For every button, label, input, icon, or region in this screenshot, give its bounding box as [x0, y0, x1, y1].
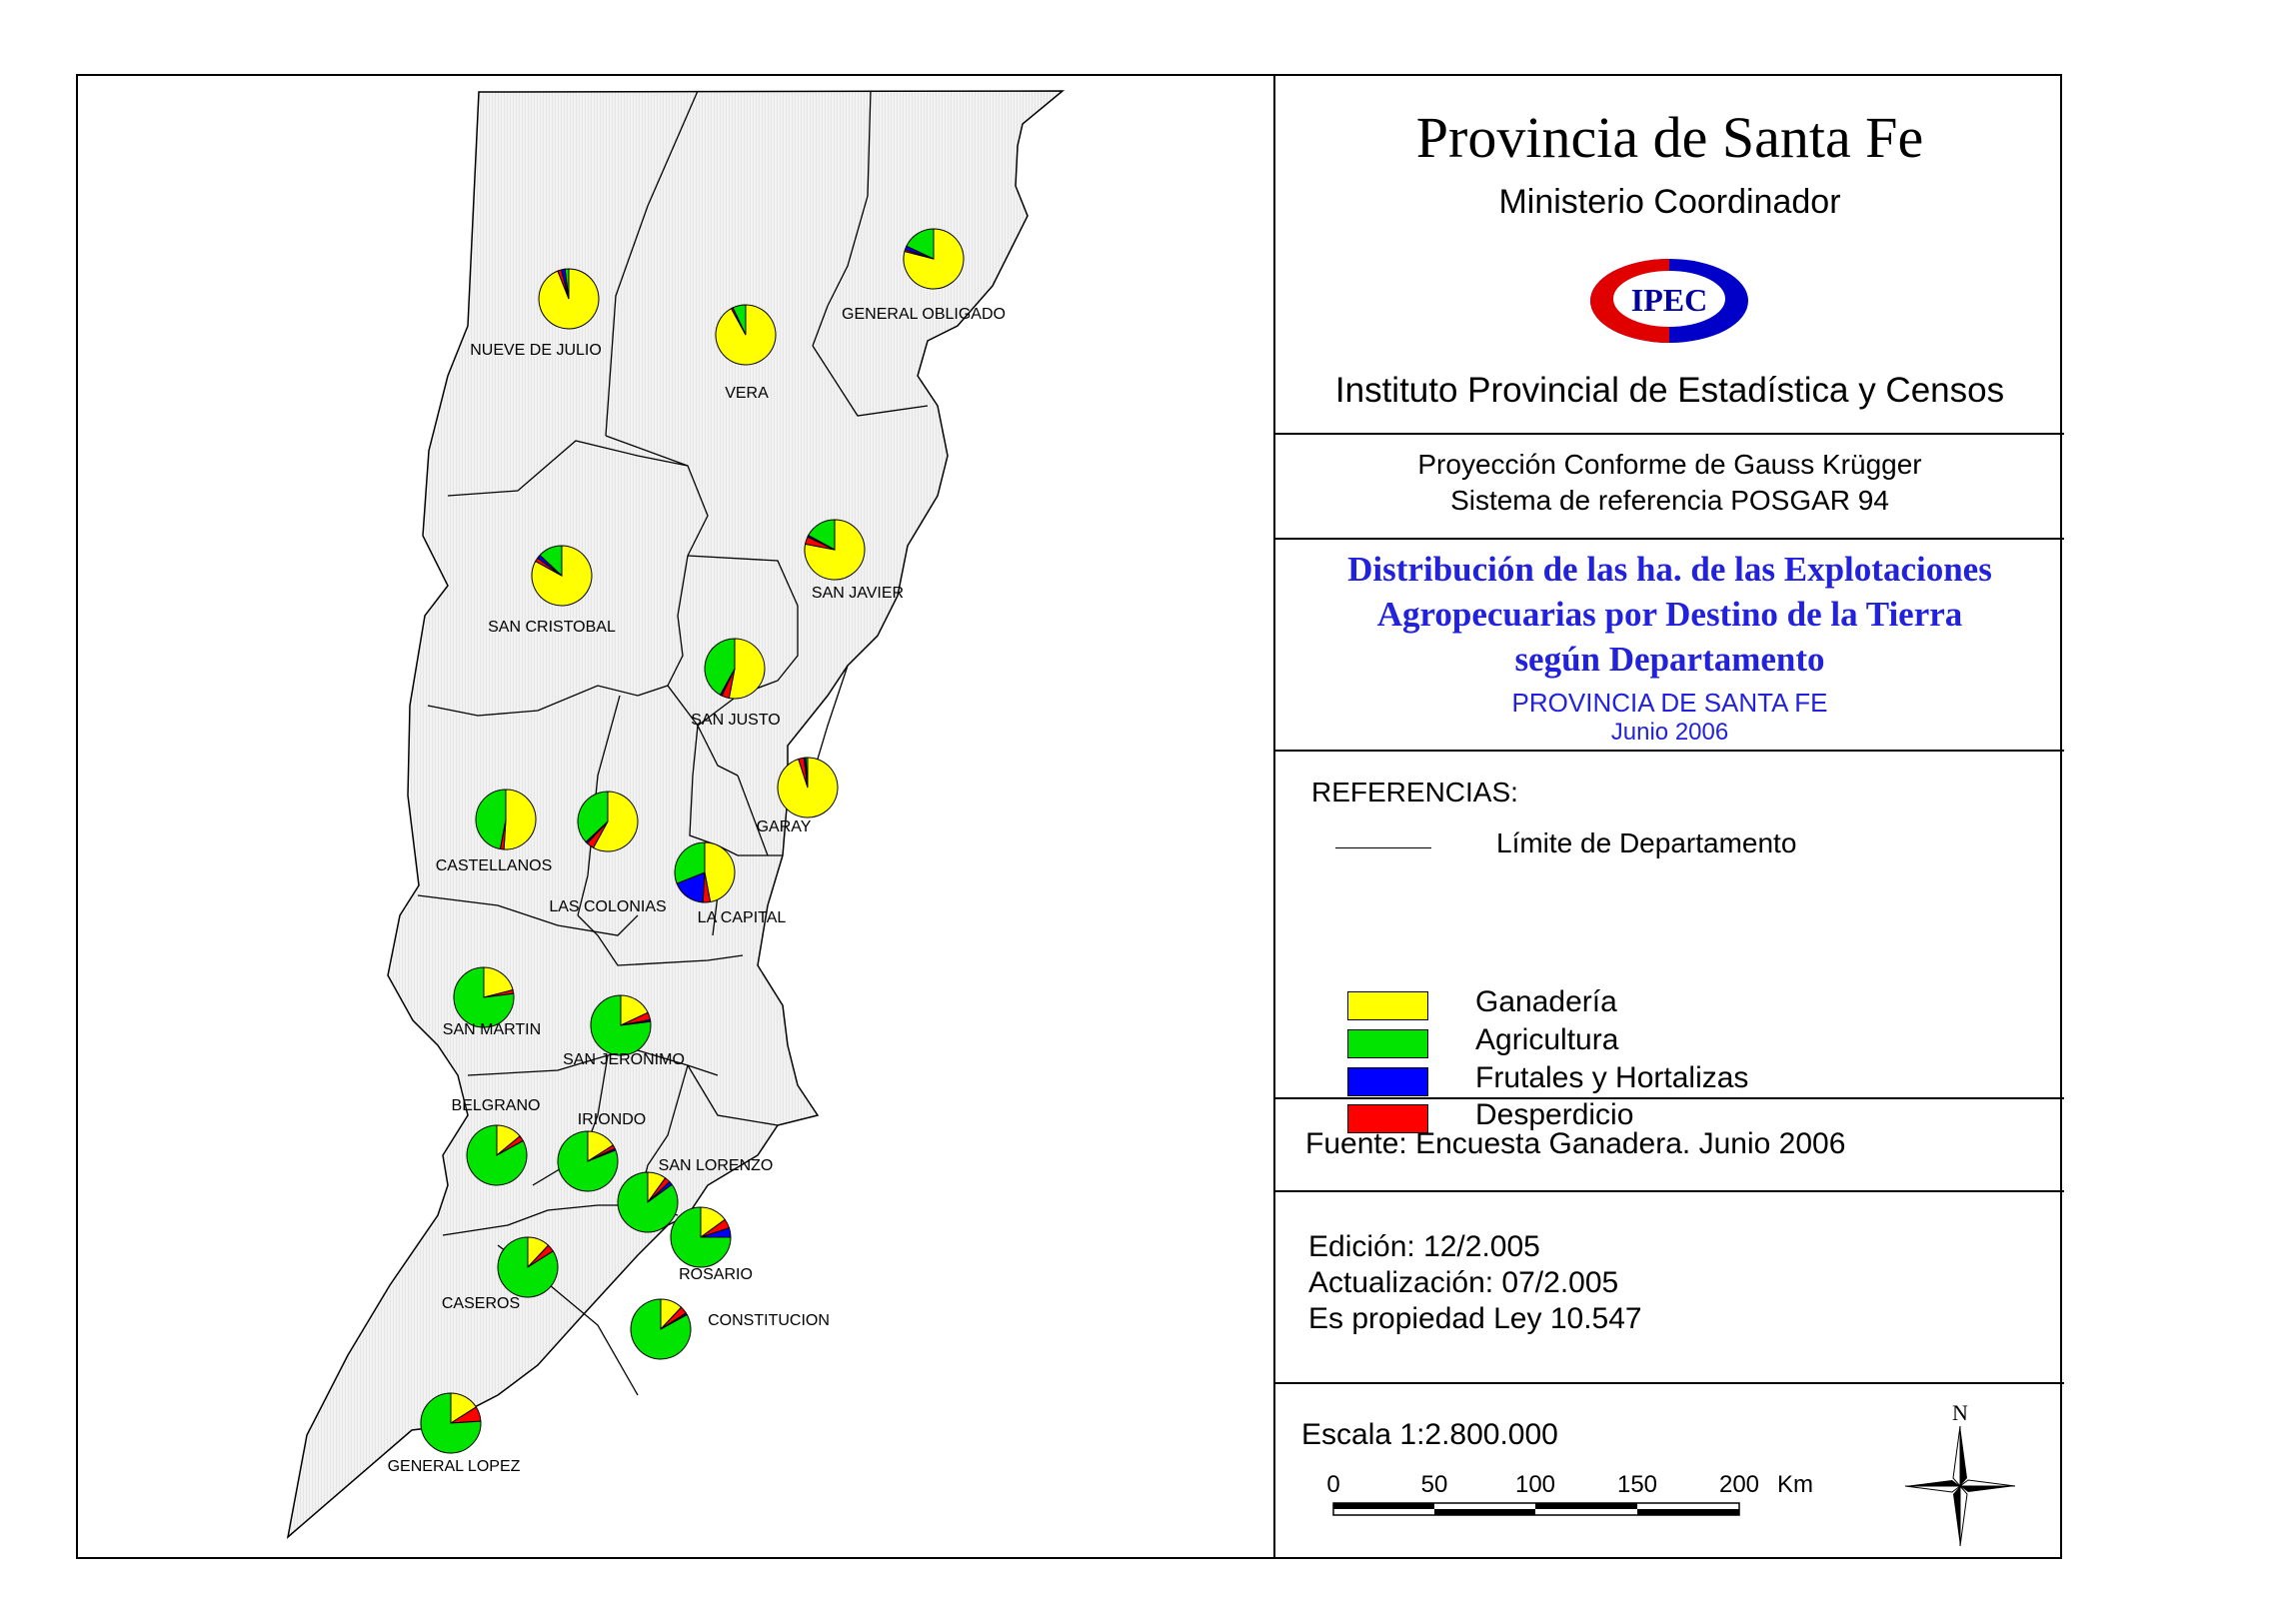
dept-label-iriondo: IRIONDO: [577, 1111, 647, 1128]
dept-label-las-colonias: LAS COLONIAS: [549, 898, 667, 915]
map-title-line3: según Departamento: [1514, 640, 1825, 679]
dept-label-san-jeronimo: SAN JERONIMO: [563, 1051, 685, 1068]
update-date: Actualización: 07/2.005: [1308, 1266, 1619, 1299]
scale-tick-0: 0: [1326, 1471, 1340, 1498]
pie-san-martin: [454, 967, 514, 1027]
dept-label-nueve-de-julio: NUEVE DE JULIO: [470, 342, 602, 359]
property-law: Es propiedad Ley 10.547: [1308, 1302, 1642, 1335]
page-title: Provincia de Santa Fe: [1415, 105, 1924, 170]
scale-tick-100: 100: [1514, 1471, 1556, 1498]
pie-las-colonias: [578, 792, 638, 851]
source-section: [1275, 1099, 2064, 1192]
boundary-line-symbol: [1335, 847, 1431, 848]
pie-general-lopez: [421, 1393, 481, 1453]
dept-label-san-cristobal: SAN CRISTOBAL: [488, 619, 616, 636]
projection-section: [1275, 435, 2064, 540]
pie-vera: [716, 305, 776, 365]
dept-label-general-lopez: GENERAL LOPEZ: [387, 1458, 521, 1475]
dept-label-castellanos: CASTELLANOS: [435, 857, 553, 874]
ipec-logo: [1587, 257, 1751, 345]
legend-swatch-2: [1347, 1029, 1428, 1058]
edition-date: Edición: 12/2.005: [1308, 1230, 1540, 1263]
dept-label-san-justo: SAN JUSTO: [691, 712, 781, 729]
map-title-section: [1275, 540, 2064, 752]
dept-label-san-martin: SAN MARTIN: [442, 1021, 542, 1038]
pie-general-obligado: [904, 229, 964, 289]
projection-line1: Proyección Conforme de Gauss Krügger: [1417, 449, 1922, 480]
dept-label-la-capital: LA CAPITAL: [697, 909, 787, 926]
projection-line2: Sistema de referencia POSGAR 94: [1450, 485, 1889, 516]
scale-section: [1275, 1384, 2064, 1557]
dept-label-caseros: CASEROS: [441, 1295, 521, 1312]
scale-tick-50: 50: [1420, 1471, 1448, 1498]
pie-rosario: [671, 1207, 731, 1267]
map-subtitle-province: PROVINCIA DE SANTA FE: [1511, 688, 1828, 718]
dept-label-san-javier: SAN JAVIER: [811, 585, 905, 602]
legend-swatch-3: [1347, 1067, 1428, 1096]
legend-label-4: Desperdicio: [1475, 1098, 1634, 1131]
legend-label-1: Ganadería: [1475, 985, 1617, 1018]
pie-belgrano: [467, 1125, 527, 1185]
scale-unit: Km: [1777, 1471, 1813, 1498]
pie-constitucion: [631, 1299, 691, 1359]
legend-panel: [1273, 76, 2064, 1557]
pie-iriondo: [558, 1131, 618, 1191]
pie-la-capital: [675, 842, 735, 902]
legend-section: [1275, 752, 2064, 1131]
dept-label-vera: VERA: [725, 385, 769, 402]
dept-label-san-lorenzo: SAN LORENZO: [658, 1157, 774, 1174]
ministry-name: Ministerio Coordinador: [1498, 183, 1841, 221]
scale-tick-150: 150: [1616, 1471, 1658, 1498]
pie-san-lorenzo: [618, 1172, 678, 1232]
map-frame: [76, 74, 2062, 1559]
province-map: [78, 76, 1271, 1557]
pie-castellanos: [476, 790, 536, 849]
dept-label-belgrano: BELGRANO: [451, 1097, 541, 1114]
pie-san-javier: [805, 520, 865, 580]
institute-name: Instituto Provincial de Estadística y Censos: [1334, 371, 2005, 410]
pie-san-justo: [705, 639, 765, 699]
scale-label: Escala 1:2.800.000: [1301, 1418, 1558, 1451]
header-section: [1275, 76, 2064, 435]
source-text: Fuente: Encuesta Ganadera. Junio 2006: [1305, 1127, 1846, 1160]
north-arrow-icon: [1895, 1396, 2025, 1546]
legend-label-3: Frutales y Hortalizas: [1475, 1061, 1749, 1094]
dept-label-general-obligado: GENERAL OBLIGADO: [842, 306, 1006, 323]
map-subtitle-date: Junio 2006: [1610, 719, 1729, 746]
dept-label-garay: GARAY: [756, 818, 812, 835]
scale-tick-200: 200: [1718, 1471, 1760, 1498]
pie-nueve-de-julio: [539, 269, 599, 329]
pie-san-cristobal: [532, 546, 592, 606]
edition-section: [1275, 1192, 2064, 1384]
logo-text: IPEC: [1630, 282, 1708, 318]
legend-heading: REFERENCIAS:: [1311, 777, 1518, 808]
boundary-label: Límite de Departamento: [1496, 827, 1797, 858]
dept-label-rosario: ROSARIO: [679, 1266, 753, 1283]
pie-san-jeronimo: [591, 995, 651, 1055]
map-title-line2: Agropecuarias por Destino de la Tierra: [1376, 595, 1963, 634]
north-label: N: [1952, 1400, 1968, 1425]
pie-caseros: [498, 1237, 558, 1297]
map-title-line1: Distribución de las ha. de las Explotaciones: [1347, 550, 1992, 589]
legend-label-2: Agricultura: [1475, 1023, 1619, 1056]
legend-swatch-1: [1347, 991, 1428, 1020]
pie-garay: [778, 758, 838, 817]
dept-label-constitucion: CONSTITUCION: [708, 1312, 830, 1329]
